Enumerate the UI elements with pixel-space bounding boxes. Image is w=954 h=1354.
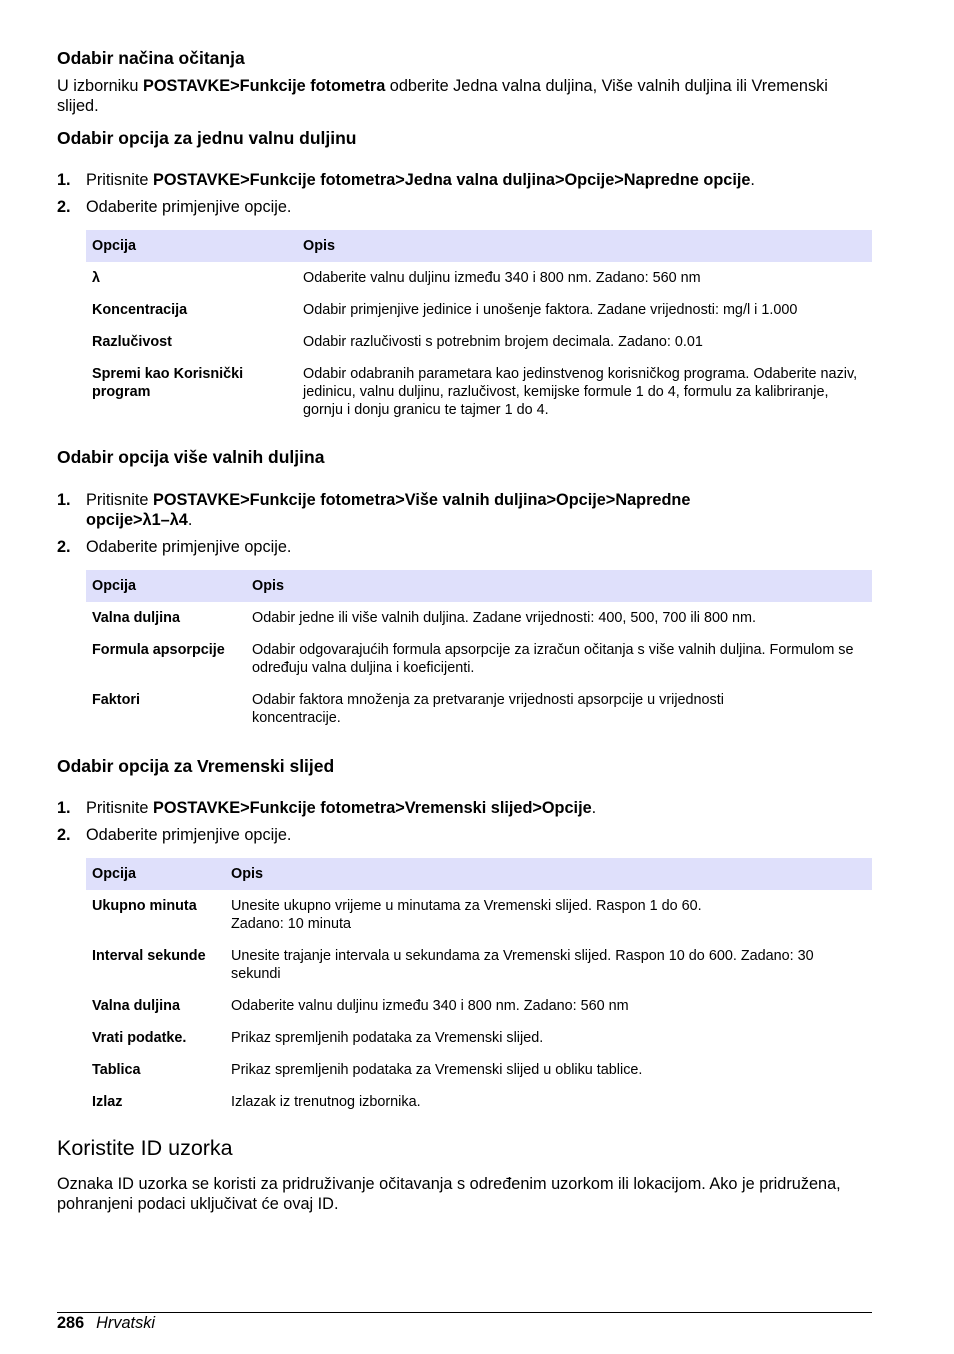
description-cell: Odabir odabranih parametara kao jedinstvenog korisničkog programa. Odaberite naziv, jedinicu, valnu duljinu, razlučivost, kemijske formule 1 do 4, formulu za kalibriranje, gornju i donju granicu te tajmer 1 do 4. bbox=[303, 366, 858, 418]
description-cell: Odabir jedne ili više valnih duljina. Zadane vrijednosti: 400, 500, 700 ili 800 nm. bbox=[252, 610, 756, 626]
menu-path: POSTAVKE>Funkcije fotometra>Jedna valna duljina>Opcije>Napredne opcije bbox=[152, 171, 751, 189]
table-row bbox=[86, 1054, 872, 1086]
footer-language: Hrvatski bbox=[96, 1314, 155, 1332]
steps-time-series bbox=[57, 798, 872, 852]
table-row bbox=[86, 262, 872, 294]
column-header-option: Opcija bbox=[86, 858, 225, 890]
reading-mode-text bbox=[57, 76, 857, 116]
option-cell: Formula apsorpcije bbox=[92, 642, 225, 658]
footer-divider bbox=[57, 1312, 872, 1313]
column-header-description: Opis bbox=[246, 570, 872, 602]
description-cell: Odabir razlučivosti s potrebnim brojem decimala. Zadano: 0.01 bbox=[303, 334, 703, 350]
step-item bbox=[57, 825, 872, 845]
step-number: 2. bbox=[57, 198, 71, 216]
table-row bbox=[86, 326, 872, 358]
sample-id-text: Oznaka ID uzorka se koristi za pridruživanje očitavanja s određenim uzorkom ili lokacijom. Ako je pridružena, pohranjeni podaci uključivat će ovaj ID. bbox=[57, 1175, 841, 1213]
column-header-option: Opcija bbox=[86, 230, 297, 262]
menu-path: POSTAVKE>Funkcije fotometra bbox=[142, 77, 386, 95]
menu-path: POSTAVKE>Funkcije fotometra>Više valnih duljina>Opcije>Napredne opcije>λ1–λ4 bbox=[86, 491, 691, 529]
option-cell: Tablica bbox=[92, 1062, 141, 1078]
steps-single-wavelength bbox=[57, 170, 872, 224]
column-header-option: Opcija bbox=[86, 570, 246, 602]
column-header-description: Opis bbox=[297, 230, 872, 262]
page-number: 286 bbox=[57, 1314, 85, 1332]
description-cell: Unesite trajanje intervala u sekundama za Vremenski slijed. Raspon 10 do 600. Zadano: 30 sekundi bbox=[231, 948, 814, 982]
table-row bbox=[86, 1086, 872, 1118]
option-cell: Vrati podatke. bbox=[92, 1030, 187, 1046]
description-cell: Odaberite valnu duljinu između 340 i 800 nm. Zadano: 560 nm bbox=[231, 998, 629, 1014]
step-text: . bbox=[187, 511, 193, 529]
table-row bbox=[86, 684, 872, 734]
text-part: U izborniku bbox=[57, 77, 143, 95]
step-text: . bbox=[750, 171, 755, 189]
description-cell: Odabir odgovarajućih formula apsorpcije za izračun očitanja s više valnih duljina. Formulom se određuju valna duljina i koeficijenti. bbox=[252, 642, 854, 676]
table-row bbox=[86, 358, 872, 426]
table-row bbox=[86, 602, 872, 634]
option-cell: Valna duljina bbox=[92, 610, 180, 626]
step-item bbox=[57, 490, 872, 530]
page-footer bbox=[57, 1313, 155, 1333]
step-text: . bbox=[591, 799, 597, 817]
section-heading-single-wavelength: Odabir opcija za jednu valnu duljinu bbox=[57, 128, 357, 148]
section-heading-time-series: Odabir opcija za Vremenski slijed bbox=[57, 756, 335, 776]
description-cell: Odabir primjenjive jedinice i unošenje faktora. Zadane vrijednosti: mg/l i 1.000 bbox=[303, 302, 798, 318]
table-row bbox=[86, 634, 872, 684]
step-number: 2. bbox=[57, 826, 71, 844]
table-header-row bbox=[86, 858, 872, 890]
section-heading-reading-mode: Odabir načina očitanja bbox=[57, 48, 245, 68]
step-item bbox=[57, 197, 872, 217]
table-row bbox=[86, 294, 872, 326]
step-text: Odaberite primjenjive opcije. bbox=[86, 826, 292, 844]
table-row bbox=[86, 940, 872, 990]
step-number: 1. bbox=[57, 799, 71, 817]
option-cell: Ukupno minuta bbox=[92, 898, 197, 914]
section-heading-sample-id: Koristite ID uzorka bbox=[57, 1136, 233, 1160]
description-cell: Prikaz spremljenih podataka za Vremenski slijed. bbox=[231, 1030, 544, 1046]
option-cell: Spremi kao Korisnički program bbox=[92, 366, 244, 400]
step-item bbox=[57, 170, 872, 190]
table-row bbox=[86, 990, 872, 1022]
step-text: Odaberite primjenjive opcije. bbox=[86, 198, 292, 216]
step-item bbox=[57, 798, 872, 818]
step-number: 2. bbox=[57, 538, 71, 556]
option-cell: Valna duljina bbox=[92, 998, 180, 1014]
description-cell: Unesite ukupno vrijeme u minutama za Vremenski slijed. Raspon 1 do 60. Zadano: 10 minuta bbox=[231, 898, 702, 932]
step-text: Pritisnite bbox=[86, 799, 153, 817]
option-cell: λ bbox=[92, 270, 101, 286]
description-cell: Odaberite valnu duljinu između 340 i 800 nm. Zadano: 560 nm bbox=[303, 270, 701, 286]
option-cell: Interval sekunde bbox=[92, 948, 206, 964]
section-heading-multi-wavelength: Odabir opcija više valnih duljina bbox=[57, 447, 325, 467]
step-text: Pritisnite bbox=[86, 491, 153, 509]
step-item bbox=[57, 537, 872, 557]
table-row bbox=[86, 1022, 872, 1054]
description-cell: Prikaz spremljenih podataka za Vremenski slijed u obliku tablice. bbox=[231, 1062, 643, 1078]
option-cell: Faktori bbox=[92, 692, 140, 708]
option-cell: Razlučivost bbox=[92, 334, 172, 350]
column-header-description: Opis bbox=[225, 858, 872, 890]
options-table-time-series bbox=[86, 858, 872, 1118]
text-part: odberite Jedna valna duljina, Više valnih duljina ili Vremenski slijed. bbox=[57, 77, 828, 115]
option-cell: Izlaz bbox=[92, 1094, 123, 1110]
table-row bbox=[86, 890, 872, 940]
description-cell: Izlazak iz trenutnog izbornika. bbox=[231, 1094, 421, 1110]
step-number: 1. bbox=[57, 171, 71, 189]
description-cell: Odabir faktora množenja za pretvaranje vrijednosti apsorpcije u vrijednosti koncentracije. bbox=[252, 692, 724, 726]
table-header-row bbox=[86, 230, 872, 262]
menu-path: POSTAVKE>Funkcije fotometra>Vremenski slijed>Opcije bbox=[152, 799, 592, 817]
options-table-multi-wavelength bbox=[86, 570, 872, 734]
table-header-row bbox=[86, 570, 872, 602]
step-number: 1. bbox=[57, 491, 71, 509]
option-cell: Koncentracija bbox=[92, 302, 188, 318]
step-text: Pritisnite bbox=[86, 171, 153, 189]
options-table-single-wavelength bbox=[86, 230, 872, 426]
steps-multi-wavelength bbox=[57, 490, 872, 564]
step-text: Odaberite primjenjive opcije. bbox=[86, 538, 292, 556]
